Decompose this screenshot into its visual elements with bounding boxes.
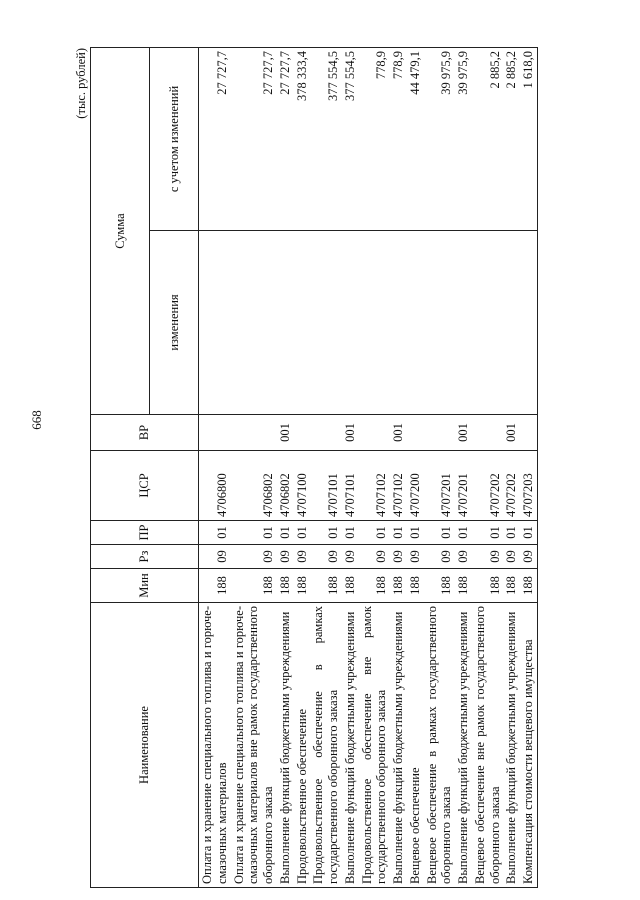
row-rz: 09 <box>294 545 311 569</box>
row-csr: 4707201 <box>455 451 472 521</box>
row-csr: 4707200 <box>407 451 424 521</box>
row-vr <box>359 415 391 451</box>
row-total: 27 727,7 <box>199 48 231 231</box>
header-pr: ПР <box>91 521 199 545</box>
row-min: 188 <box>503 569 520 603</box>
row-pr: 01 <box>231 521 277 545</box>
row-name: Вещевое обеспечение <box>407 603 424 888</box>
row-name: Выполнение функций бюджетными учреждениями <box>390 603 407 888</box>
table-row <box>390 48 407 888</box>
row-changes <box>359 231 391 415</box>
row-changes <box>342 231 359 415</box>
row-csr: 4707101 <box>310 451 342 521</box>
table-header-row <box>91 48 150 888</box>
row-min: 188 <box>359 569 391 603</box>
row-total: 377 554,5 <box>342 48 359 231</box>
row-min: 188 <box>277 569 294 603</box>
table-row <box>407 48 424 888</box>
row-min: 188 <box>342 569 359 603</box>
table-row <box>520 48 537 888</box>
row-changes <box>231 231 277 415</box>
row-vr <box>310 415 342 451</box>
row-csr: 4706802 <box>277 451 294 521</box>
header-rz: Рз <box>91 545 199 569</box>
row-vr: 001 <box>277 415 294 451</box>
row-vr: 001 <box>342 415 359 451</box>
row-rz: 09 <box>520 545 537 569</box>
table-row <box>342 48 359 888</box>
row-vr <box>424 415 456 451</box>
row-total: 378 333,4 <box>294 48 311 231</box>
row-changes <box>455 231 472 415</box>
row-rz: 09 <box>231 545 277 569</box>
row-changes <box>310 231 342 415</box>
row-vr <box>472 415 504 451</box>
row-name: Продовольственное обеспечение в рамках государственного оборонного заказа <box>310 603 342 888</box>
row-name: Вещевое обеспечение вне рамок государственного оборонного заказа <box>472 603 504 888</box>
header-csr: ЦСР <box>91 451 199 521</box>
row-name: Выполнение функций бюджетными учреждениями <box>455 603 472 888</box>
row-name: Выполнение функций бюджетными учреждениями <box>503 603 520 888</box>
row-rz: 09 <box>503 545 520 569</box>
table-row <box>277 48 294 888</box>
header-changes: изменения <box>150 231 199 415</box>
table-row <box>294 48 311 888</box>
header-name: Наименование <box>91 603 199 888</box>
row-pr: 01 <box>294 521 311 545</box>
row-pr: 01 <box>390 521 407 545</box>
row-csr: 4706802 <box>231 451 277 521</box>
row-changes <box>472 231 504 415</box>
row-total: 27 727,7 <box>231 48 277 231</box>
row-vr <box>294 415 311 451</box>
header-vr: ВР <box>91 415 199 451</box>
header-sum: Сумма <box>91 48 150 415</box>
row-min: 188 <box>231 569 277 603</box>
row-pr: 01 <box>424 521 456 545</box>
row-total: 44 479,1 <box>407 48 424 231</box>
row-pr: 01 <box>520 521 537 545</box>
row-csr: 4707101 <box>342 451 359 521</box>
row-pr: 01 <box>359 521 391 545</box>
row-pr: 01 <box>199 521 231 545</box>
row-total: 2 885,2 <box>503 48 520 231</box>
row-name: Компенсация стоимости вещевого имущества <box>520 603 537 888</box>
row-vr <box>407 415 424 451</box>
row-name: Выполнение функций бюджетными учреждениями <box>277 603 294 888</box>
row-total: 27 727,7 <box>277 48 294 231</box>
row-csr: 4707203 <box>520 451 537 521</box>
row-name: Продовольственное обеспечение вне рамок государственного оборонного заказа <box>359 603 391 888</box>
row-changes <box>199 231 231 415</box>
row-pr: 01 <box>455 521 472 545</box>
row-csr: 4707202 <box>503 451 520 521</box>
row-changes <box>424 231 456 415</box>
row-changes <box>277 231 294 415</box>
row-rz: 09 <box>424 545 456 569</box>
budget-table <box>90 47 538 888</box>
table-row <box>503 48 520 888</box>
row-vr: 001 <box>390 415 407 451</box>
row-changes <box>407 231 424 415</box>
row-rz: 09 <box>407 545 424 569</box>
row-rz: 09 <box>342 545 359 569</box>
table-row <box>231 48 277 888</box>
row-min: 188 <box>407 569 424 603</box>
row-changes <box>390 231 407 415</box>
row-csr: 4707102 <box>359 451 391 521</box>
row-total: 1 618,0 <box>520 48 537 231</box>
row-min: 188 <box>310 569 342 603</box>
row-rz: 09 <box>455 545 472 569</box>
row-total: 39 975,9 <box>424 48 456 231</box>
row-min: 188 <box>390 569 407 603</box>
row-min: 188 <box>520 569 537 603</box>
row-total: 778,9 <box>359 48 391 231</box>
row-vr: 001 <box>503 415 520 451</box>
row-name: Оплата и хранение специального топлива и горюче-смазочных материалов <box>199 603 231 888</box>
row-name: Оплата и хранение специального топлива и горюче-смазочных материалов вне рамок государственного оборонного заказа <box>231 603 277 888</box>
row-changes <box>520 231 537 415</box>
row-csr: 4707201 <box>424 451 456 521</box>
table-row <box>455 48 472 888</box>
row-pr: 01 <box>342 521 359 545</box>
row-total: 778,9 <box>390 48 407 231</box>
row-name: Выполнение функций бюджетными учреждениями <box>342 603 359 888</box>
row-pr: 01 <box>310 521 342 545</box>
row-vr <box>231 415 277 451</box>
row-total: 39 975,9 <box>455 48 472 231</box>
row-total: 2 885,2 <box>472 48 504 231</box>
page-number: 668 <box>29 410 44 430</box>
row-min: 188 <box>199 569 231 603</box>
table-row <box>359 48 391 888</box>
table-row <box>424 48 456 888</box>
row-csr: 4706800 <box>199 451 231 521</box>
row-total: 377 554,5 <box>310 48 342 231</box>
row-rz: 09 <box>359 545 391 569</box>
row-rz: 09 <box>472 545 504 569</box>
row-rz: 09 <box>199 545 231 569</box>
header-with-changes: с учетом изменений <box>150 48 199 231</box>
row-vr <box>199 415 231 451</box>
row-csr: 4707100 <box>294 451 311 521</box>
table-body <box>199 48 538 888</box>
row-pr: 01 <box>472 521 504 545</box>
table-row <box>199 48 231 888</box>
budget-sheet <box>72 48 588 888</box>
row-rz: 09 <box>390 545 407 569</box>
row-pr: 01 <box>407 521 424 545</box>
row-rz: 09 <box>310 545 342 569</box>
row-name: Продовольственное обеспечение <box>294 603 311 888</box>
row-min: 188 <box>472 569 504 603</box>
row-vr <box>520 415 537 451</box>
row-vr: 001 <box>455 415 472 451</box>
row-min: 188 <box>424 569 456 603</box>
row-changes <box>503 231 520 415</box>
row-min: 188 <box>455 569 472 603</box>
header-min: Мин <box>91 569 199 603</box>
table-row <box>310 48 342 888</box>
row-rz: 09 <box>277 545 294 569</box>
table-row <box>472 48 504 888</box>
row-min: 188 <box>294 569 311 603</box>
row-pr: 01 <box>277 521 294 545</box>
units-label: (тыс. рублей) <box>74 48 88 119</box>
row-name: Вещевое обеспечение в рамках государственного оборонного заказа <box>424 603 456 888</box>
row-pr: 01 <box>503 521 520 545</box>
row-csr: 4707102 <box>390 451 407 521</box>
row-changes <box>294 231 311 415</box>
row-csr: 4707202 <box>472 451 504 521</box>
